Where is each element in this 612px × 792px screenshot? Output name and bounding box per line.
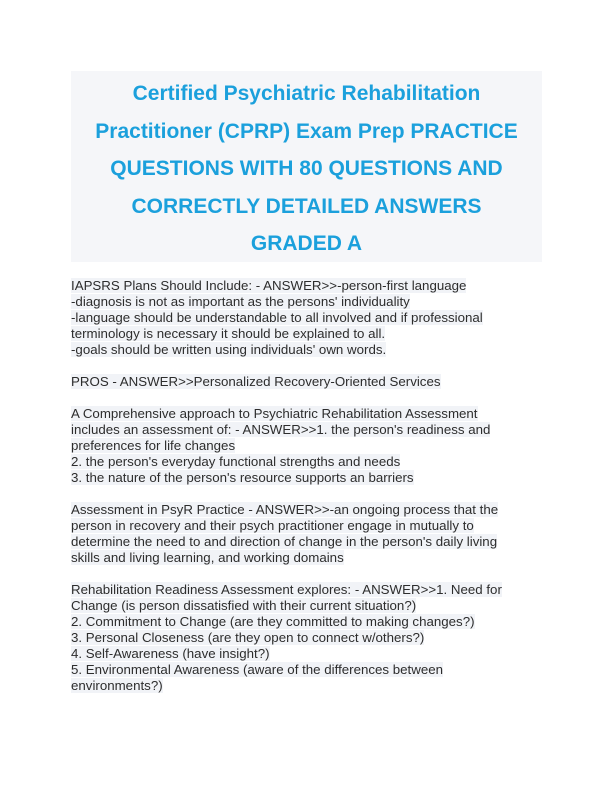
- qa-item: [71, 374, 551, 390]
- title-line: CORRECTLY DETAILED ANSWERS: [131, 194, 482, 218]
- qa-line: 3. the nature of the person's resource supports an barriers: [71, 470, 414, 485]
- title-line: GRADED A: [250, 232, 363, 255]
- title-line: QUESTIONS WITH 80 QUESTIONS AND: [110, 157, 503, 180]
- qa-line: 2. Commitment to Change (are they committed to making changes?): [71, 614, 475, 629]
- qa-content: [71, 278, 551, 710]
- qa-line: -language should be understandable to all involved and if professional: [71, 310, 483, 325]
- qa-line: A Comprehensive approach to Psychiatric Rehabilitation Assessment: [71, 406, 478, 421]
- qa-line: preferences for life changes: [71, 438, 236, 453]
- qa-line: PROS - ANSWER>>Personalized Recovery-Oriented Services: [71, 374, 441, 389]
- qa-line: -goals should be written using individuals' own words.: [71, 342, 387, 357]
- qa-line: 5. Environmental Awareness (aware of the differences between: [71, 662, 444, 677]
- document-title: [71, 71, 542, 263]
- qa-line: skills and living learning, and working domains: [71, 550, 344, 565]
- qa-line: 2. the person's everyday functional strengths and needs: [71, 454, 401, 469]
- qa-line: 3. Personal Closeness (are they open to connect w/others?): [71, 630, 425, 645]
- qa-line: terminology is necessary it should be explained to all.: [71, 326, 386, 341]
- qa-line: Assessment in PsyR Practice - ANSWER>>-an ongoing process that the: [71, 502, 499, 517]
- title-line: Practitioner (CPRP) Exam Prep PRACTICE: [95, 119, 518, 143]
- qa-item: [71, 278, 551, 358]
- qa-line: Change (is person dissatisfied with their current situation?): [71, 598, 417, 613]
- qa-item: [71, 502, 551, 566]
- qa-line: 4. Self-Awareness (have insight?): [71, 646, 270, 661]
- qa-line: -diagnosis is not as important as the persons' individuality: [71, 294, 410, 309]
- qa-line: determine the need to and direction of change in the person's daily living: [71, 534, 498, 549]
- title-line: Certified Psychiatric Rehabilitation: [132, 82, 481, 105]
- qa-item: [71, 406, 551, 486]
- qa-line: environments?): [71, 678, 163, 693]
- qa-line: person in recovery and their psych practitioner engage in mutually to: [71, 518, 474, 533]
- qa-line: IAPSRS Plans Should Include: - ANSWER>>-person-first language: [71, 278, 467, 293]
- qa-line: includes an assessment of: - ANSWER>>1. the person's readiness and: [71, 422, 491, 437]
- qa-item: [71, 582, 551, 694]
- title-banner: [71, 71, 542, 262]
- qa-line: Rehabilitation Readiness Assessment explores: - ANSWER>>1. Need for: [71, 582, 502, 597]
